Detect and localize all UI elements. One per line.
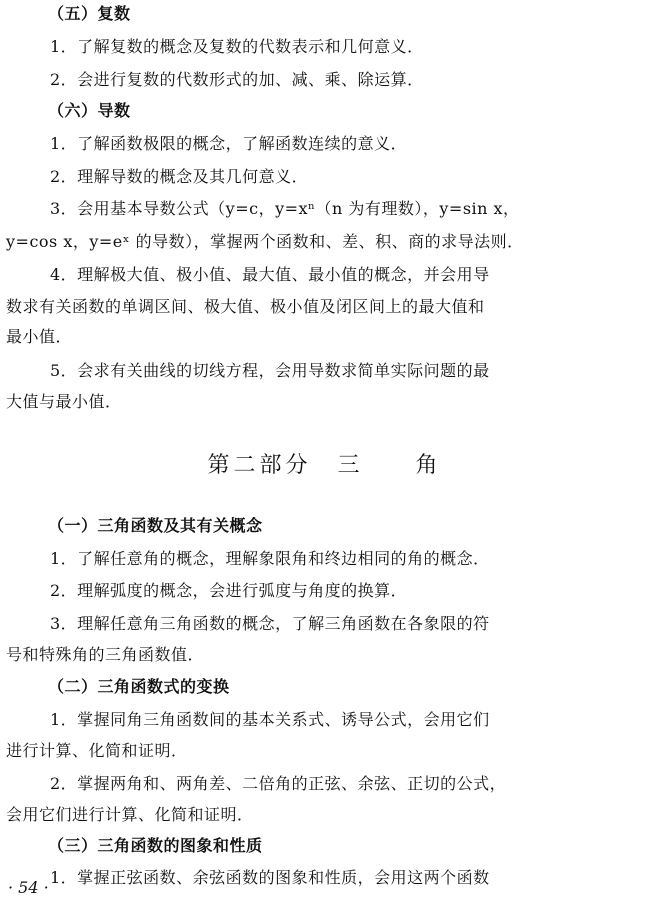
- text-line: 2．会进行复数的代数形式的加、减、乘、除运算．: [50, 70, 424, 89]
- text-line: 1．掌握同角三角函数间的基本关系式、诱导公式，会用它们: [50, 710, 490, 729]
- section-t2-heading: （二）三角函数式的变换: [48, 677, 230, 696]
- text-line: 1．了解任意角的概念，理解象限角和终边相同的角的概念．: [50, 549, 490, 568]
- text-line: 大值与最小值．: [6, 392, 122, 411]
- text-line: 5．会求有关曲线的切线方程，会用导数求简单实际问题的最: [50, 361, 490, 380]
- text-line: 数求有关函数的单调区间、极大值、极小值及闭区间上的最大值和: [6, 297, 485, 316]
- text-line: 会用它们进行计算、化简和证明．: [6, 805, 254, 824]
- text-line: 2．理解弧度的概念，会进行弧度与角度的换算．: [50, 581, 408, 600]
- section-6-heading: （六）导数: [48, 101, 131, 120]
- text-line: 2．理解导数的概念及其几何意义．: [50, 167, 309, 186]
- section-5-heading: （五）复数: [48, 4, 131, 23]
- text-line: 1．了解复数的概念及复数的代数表示和几何意义．: [50, 37, 424, 56]
- text-line: 1．了解函数极限的概念，了解函数连续的意义．: [50, 134, 408, 153]
- part-title: 第二部分 三 角: [207, 453, 442, 478]
- text-line: 最小值．: [6, 327, 73, 346]
- text-line: 1．掌握正弦函数、余弦函数的图象和性质，会用这两个函数: [50, 868, 490, 887]
- section-t1-heading: （一）三角函数及其有关概念: [48, 516, 263, 535]
- text-line: 号和特殊角的三角函数值．: [6, 645, 205, 664]
- page-number: · 54 ·: [8, 878, 49, 897]
- section-t3-heading: （三）三角函数的图象和性质: [48, 836, 263, 855]
- text-line: y=cos x，y=eˣ 的导数），掌握两个函数和、差、积、商的求导法则．: [6, 232, 524, 251]
- text-line: 2．掌握两角和、两角差、二倍角的正弦、余弦、正切的公式，: [50, 774, 507, 793]
- text-line: 3．理解任意角三角函数的概念，了解三角函数在各象限的符: [50, 614, 490, 633]
- text-line: 4．理解极大值、极小值、最大值、最小值的概念，并会用导: [50, 265, 490, 284]
- text-line: 3．会用基本导数公式（y=c，y=xⁿ（n 为有理数），y=sin x，: [50, 199, 520, 218]
- text-line: 进行计算、化简和证明．: [6, 741, 188, 760]
